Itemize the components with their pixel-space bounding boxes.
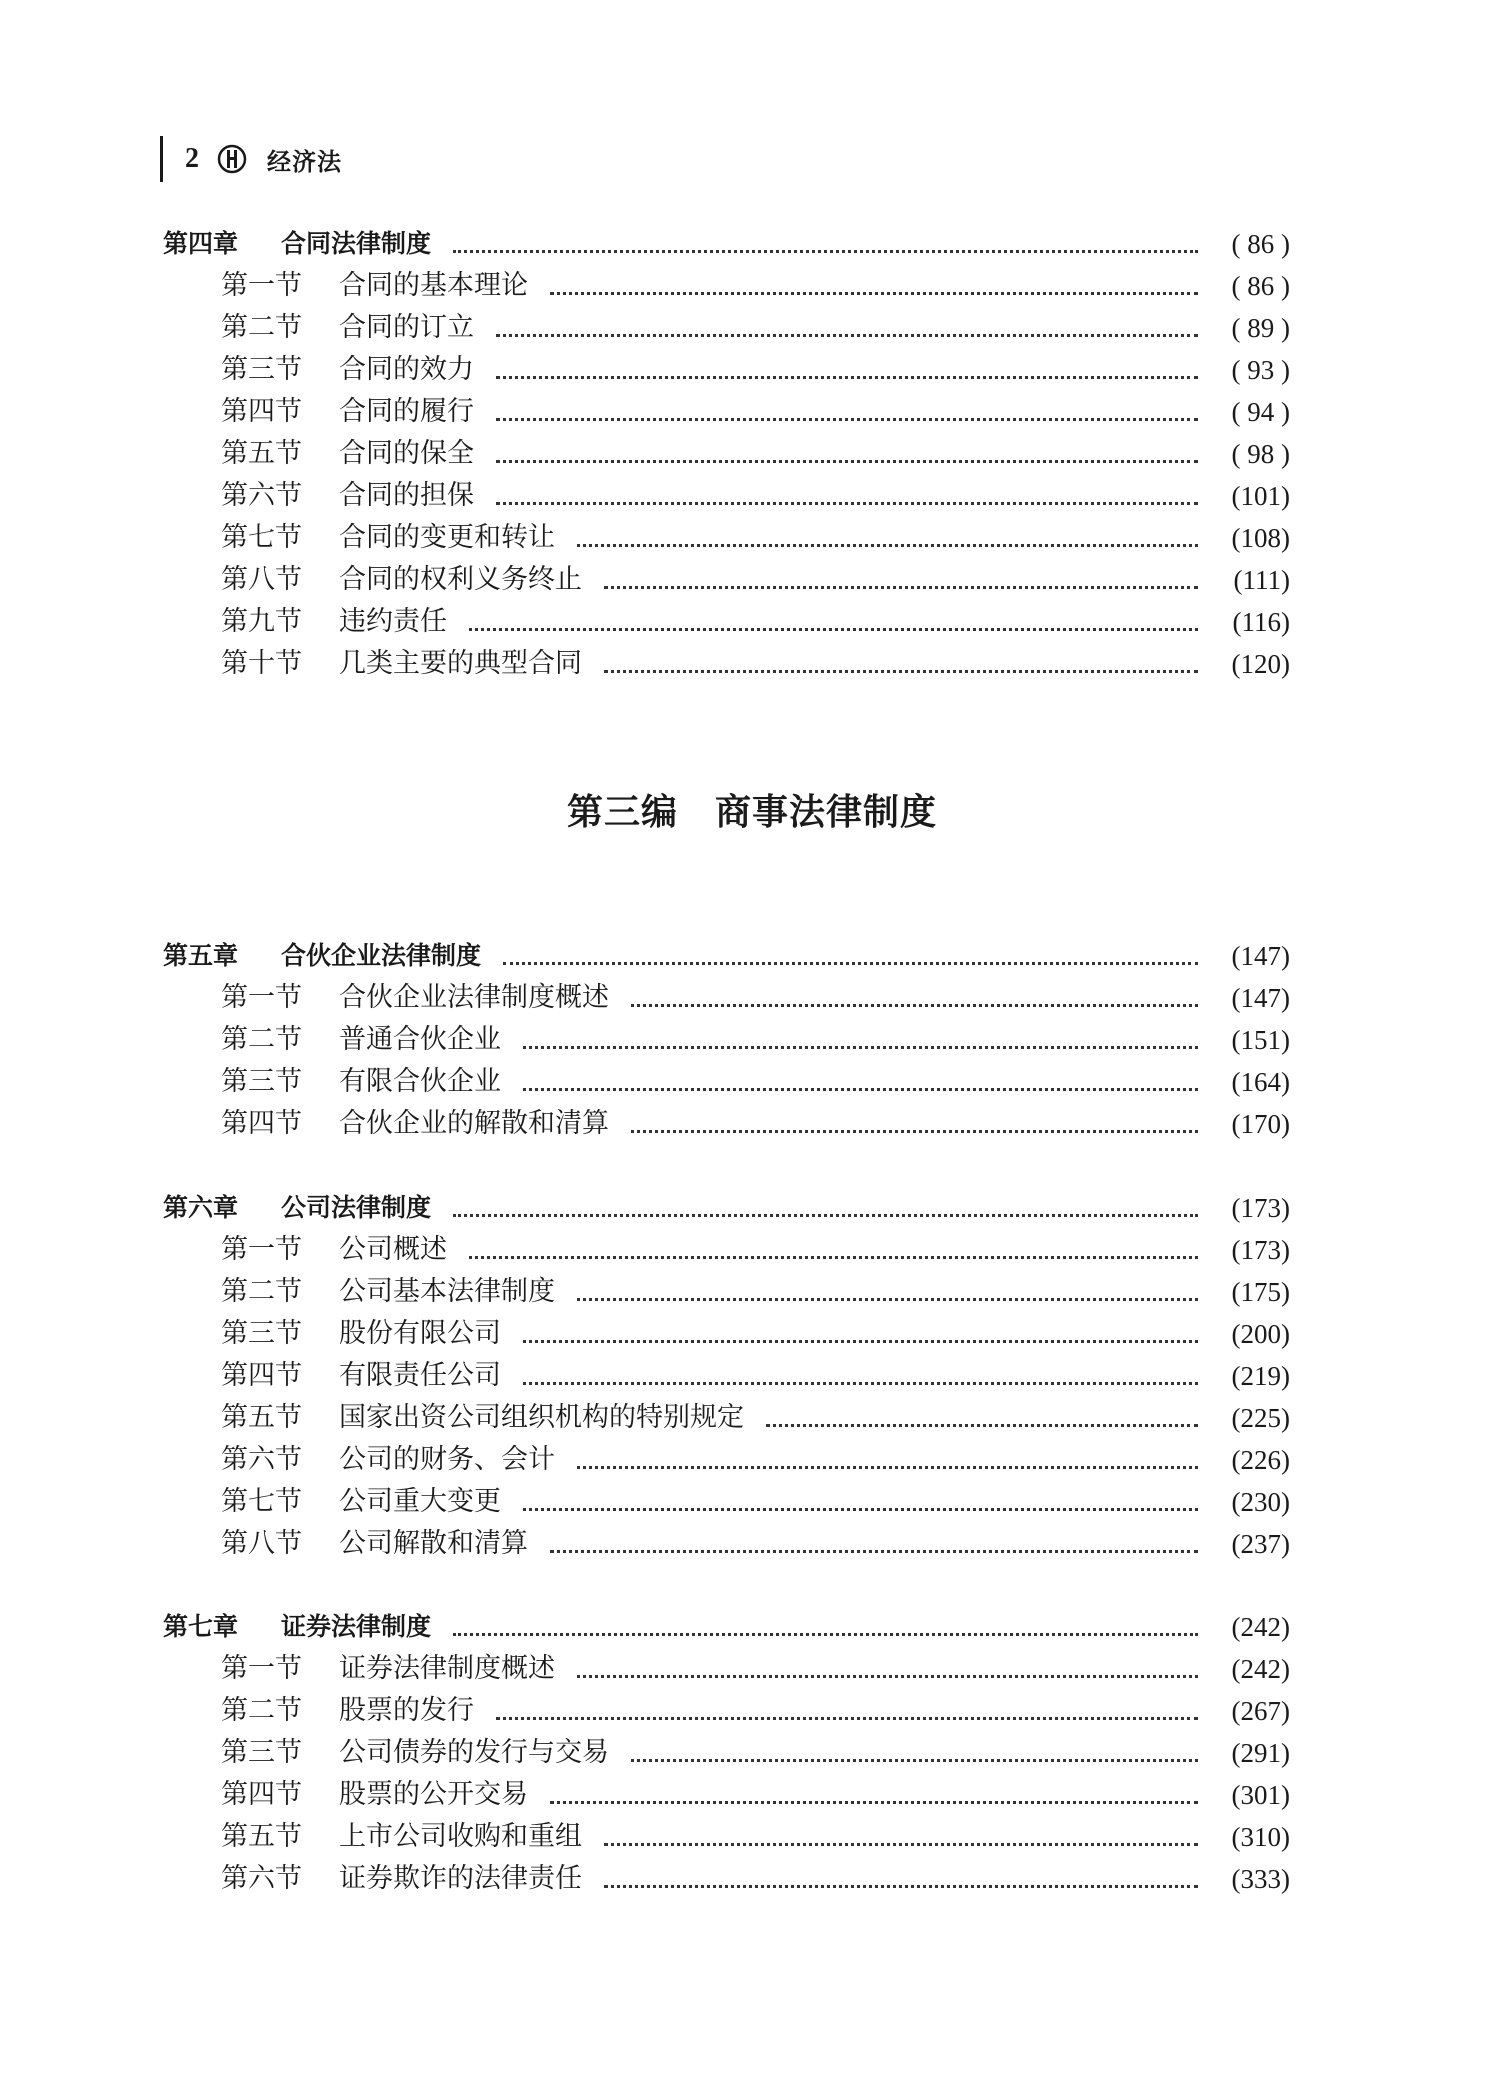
dot-leader: [577, 1298, 1198, 1301]
toc-section-row[interactable]: [163, 1648, 1290, 1690]
header-rule: [160, 136, 163, 182]
toc-section-row[interactable]: [163, 1816, 1290, 1858]
toc-section-row[interactable]: [163, 601, 1290, 643]
page-ref: (242): [1231, 1612, 1290, 1642]
section-number: 第一节: [221, 1234, 302, 1265]
dot-leader: [766, 1424, 1198, 1427]
section-title: 合同的担保: [339, 480, 474, 511]
dot-leader: [631, 1004, 1198, 1007]
toc-chapter-row[interactable]: [163, 935, 1290, 977]
page-ref: (108): [1231, 523, 1290, 553]
section-title: 违约责任: [339, 606, 447, 637]
page-ref: ( 86 ): [1231, 271, 1290, 301]
dot-leader: [523, 1046, 1198, 1049]
toc-section-row[interactable]: [163, 1355, 1290, 1397]
page-ref: (242): [1231, 1654, 1290, 1684]
chapter-title: 合同法律制度: [281, 229, 432, 258]
toc-section-row[interactable]: [163, 559, 1290, 601]
page-ref: (116): [1232, 607, 1290, 637]
section-title: 股票的发行: [339, 1695, 474, 1726]
page-number: 2: [185, 143, 199, 174]
section-title: 普通合伙企业: [339, 1024, 501, 1055]
toc-section-row[interactable]: [163, 977, 1290, 1019]
dot-leader: [453, 1633, 1198, 1636]
toc-chapter-row[interactable]: [163, 1606, 1290, 1648]
section-number: 第一节: [221, 270, 302, 301]
page-header: [160, 136, 342, 182]
page-ref: (226): [1231, 1445, 1290, 1475]
toc-section-row[interactable]: [163, 1481, 1290, 1523]
section-title: 合同的履行: [339, 396, 474, 427]
section-title: 股份有限公司: [339, 1318, 501, 1349]
page-ref: (175): [1231, 1277, 1290, 1307]
dot-leader: [496, 1717, 1198, 1720]
dot-leader: [523, 1340, 1198, 1343]
page-ref: (173): [1231, 1193, 1290, 1223]
section-number: 第七节: [221, 522, 302, 553]
page-ref: ( 86 ): [1231, 229, 1290, 259]
toc-section-row[interactable]: [163, 1229, 1290, 1271]
section-number: 第四节: [221, 1360, 302, 1391]
section-number: 第六节: [221, 1863, 302, 1894]
chapter-number: 第五章: [163, 941, 239, 970]
page-ref: (120): [1231, 649, 1290, 679]
dot-leader: [496, 460, 1198, 463]
section-title: 公司重大变更: [339, 1486, 501, 1517]
dot-leader: [631, 1130, 1198, 1133]
toc-section-row[interactable]: [163, 349, 1290, 391]
section-title: 公司概述: [339, 1234, 447, 1265]
section-title: 合同的保全: [339, 438, 474, 469]
dot-leader: [496, 502, 1198, 505]
page-ref: ( 94 ): [1231, 397, 1290, 427]
dot-leader: [453, 1214, 1198, 1217]
dot-leader: [469, 628, 1198, 631]
section-number: 第四节: [221, 1108, 302, 1139]
page-ref: (267): [1231, 1696, 1290, 1726]
toc-section-row[interactable]: [163, 517, 1290, 559]
section-number: 第二节: [221, 1276, 302, 1307]
toc-section-row[interactable]: [163, 391, 1290, 433]
toc-section-row[interactable]: [163, 643, 1290, 685]
section-title: 证券法律制度概述: [339, 1653, 555, 1684]
section-number: 第一节: [221, 982, 302, 1013]
toc-section-row[interactable]: [163, 1019, 1290, 1061]
chapter-title: 证券法律制度: [281, 1612, 432, 1641]
toc-section-row[interactable]: [163, 1061, 1290, 1103]
section-title: 公司基本法律制度: [339, 1276, 555, 1307]
section-number: 第一节: [221, 1653, 302, 1684]
page-ref: (200): [1231, 1319, 1290, 1349]
section-number: 第二节: [221, 1024, 302, 1055]
section-number: 第三节: [221, 354, 302, 385]
book-title: 经济法: [267, 147, 342, 176]
page-ref: ( 98 ): [1231, 439, 1290, 469]
section-number: 第六节: [221, 1444, 302, 1475]
section-title: 有限责任公司: [339, 1360, 501, 1391]
page-ref: (225): [1231, 1403, 1290, 1433]
toc-section-row[interactable]: [163, 1523, 1290, 1565]
dot-leader: [523, 1088, 1198, 1091]
section-title: 公司解散和清算: [339, 1528, 528, 1559]
toc-chapter-5: [163, 935, 1290, 1145]
dot-leader: [631, 1759, 1198, 1762]
section-number: 第二节: [221, 1695, 302, 1726]
page-ref: (151): [1231, 1025, 1290, 1055]
page-ref: ( 93 ): [1231, 355, 1290, 385]
page-ref: (291): [1231, 1738, 1290, 1768]
section-number: 第三节: [221, 1737, 302, 1768]
page-ref: ( 89 ): [1231, 313, 1290, 343]
section-number: 第五节: [221, 1402, 302, 1433]
page-ref: (164): [1231, 1067, 1290, 1097]
section-title: 合同的订立: [339, 312, 474, 343]
section-title: 合同的权利义务终止: [339, 564, 582, 595]
toc-chapter-row[interactable]: [163, 1187, 1290, 1229]
dot-leader: [550, 1801, 1198, 1804]
section-title: 合同的基本理论: [339, 270, 528, 301]
page-ref: (170): [1231, 1109, 1290, 1139]
toc-section-row[interactable]: [163, 1439, 1290, 1481]
section-title: 合伙企业的解散和清算: [339, 1108, 609, 1139]
chapter-title: 公司法律制度: [281, 1193, 432, 1222]
dot-leader: [604, 1885, 1198, 1888]
dot-leader: [523, 1508, 1198, 1511]
section-title: 合同的效力: [339, 354, 474, 385]
section-title: 公司债券的发行与交易: [339, 1737, 609, 1768]
chapter-number: 第六章: [163, 1193, 239, 1222]
section-title: 上市公司收购和重组: [339, 1821, 582, 1852]
page-ref: (147): [1231, 941, 1290, 971]
section-title: 股票的公开交易: [339, 1779, 528, 1810]
section-number: 第八节: [221, 564, 302, 595]
section-title: 合同的变更和转让: [339, 522, 555, 553]
toc-chapter-row[interactable]: [163, 223, 1290, 265]
dot-leader: [523, 1382, 1198, 1385]
page-ref: (147): [1231, 983, 1290, 1013]
page-ref: (301): [1231, 1780, 1290, 1810]
section-title: 有限合伙企业: [339, 1066, 501, 1097]
toc-section-row[interactable]: [163, 265, 1290, 307]
toc-section-row[interactable]: [163, 433, 1290, 475]
section-number: 第十节: [221, 648, 302, 679]
dot-leader: [604, 670, 1198, 673]
dot-leader: [453, 250, 1198, 253]
dot-leader: [496, 376, 1198, 379]
section-number: 第五节: [221, 438, 302, 469]
section-title: 几类主要的典型合同: [339, 648, 582, 679]
section-title: 国家出资公司组织机构的特别规定: [339, 1402, 744, 1433]
section-number: 第四节: [221, 396, 302, 427]
section-number: 第三节: [221, 1066, 302, 1097]
toc-section-row[interactable]: [163, 1397, 1290, 1439]
chapter-number: 第四章: [163, 229, 239, 258]
toc-section-row[interactable]: [163, 1690, 1290, 1732]
toc-section-row[interactable]: [163, 1858, 1290, 1900]
section-number: 第七节: [221, 1486, 302, 1517]
toc-chapter-4: [163, 223, 1290, 685]
toc-section-row[interactable]: [163, 1732, 1290, 1774]
toc-section-row[interactable]: [163, 307, 1290, 349]
dot-leader: [577, 544, 1198, 547]
section-title: 证券欺诈的法律责任: [339, 1863, 582, 1894]
dot-leader: [577, 1675, 1198, 1678]
section-number: 第九节: [221, 606, 302, 637]
page-ref: (173): [1231, 1235, 1290, 1265]
chapter-number: 第七章: [163, 1612, 239, 1641]
section-number: 第五节: [221, 1821, 302, 1852]
section-title: 合伙企业法律制度概述: [339, 982, 609, 1013]
dot-leader: [604, 586, 1198, 589]
dot-leader: [469, 1256, 1198, 1259]
page-ref: (219): [1231, 1361, 1290, 1391]
chapter-title: 合伙企业法律制度: [281, 941, 482, 970]
toc-section-row[interactable]: [163, 1103, 1290, 1145]
toc-section-row[interactable]: [163, 1774, 1290, 1816]
dot-leader: [496, 418, 1198, 421]
page-ref: (310): [1231, 1822, 1290, 1852]
page-ref: (111): [1233, 565, 1290, 595]
dot-leader: [550, 1550, 1198, 1553]
section-title: 公司的财务、会计: [339, 1444, 555, 1475]
dot-leader: [604, 1843, 1198, 1846]
section-number: 第二节: [221, 312, 302, 343]
page-ref: (237): [1231, 1529, 1290, 1559]
toc-section-row[interactable]: [163, 1271, 1290, 1313]
dot-leader: [550, 292, 1198, 295]
dot-leader: [496, 334, 1198, 337]
toc-section-row[interactable]: [163, 1313, 1290, 1355]
page-ref: (101): [1231, 481, 1290, 511]
part-title: 第三编 商事法律制度: [566, 791, 937, 833]
section-number: 第四节: [221, 1779, 302, 1810]
page-ref: (333): [1231, 1864, 1290, 1894]
section-number: 第六节: [221, 480, 302, 511]
section-number: 第八节: [221, 1528, 302, 1559]
toc-chapter-7: [163, 1606, 1290, 1900]
toc-section-row[interactable]: [163, 475, 1290, 517]
toc-chapter-6: [163, 1187, 1290, 1565]
page-ref: (230): [1231, 1487, 1290, 1517]
dot-leader: [577, 1466, 1198, 1469]
book-publisher-logo-icon: [217, 144, 247, 174]
dot-leader: [503, 962, 1198, 965]
section-number: 第三节: [221, 1318, 302, 1349]
